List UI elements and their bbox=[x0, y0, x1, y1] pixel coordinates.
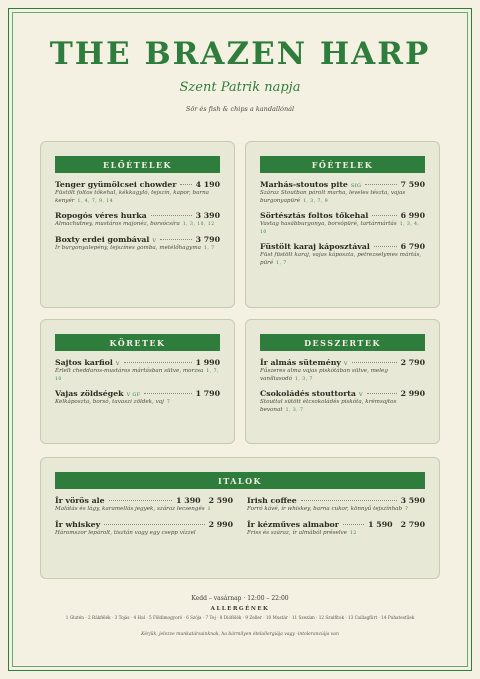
item-name: Füstölt karaj káposztával bbox=[260, 242, 370, 252]
section-title: ELŐÉTELEK bbox=[55, 156, 220, 173]
menu-item bbox=[55, 496, 233, 514]
item-description: Stouttal sütött étcsokoládés piskóta, krémsajtos bevonat bbox=[260, 399, 397, 413]
item-name: Ír vörös ale bbox=[55, 496, 105, 505]
item-name: Tenger gyümölcsei chowder bbox=[55, 180, 177, 189]
item-description: Kelkáposzta, borsó, tavaszi zöldek, vaj bbox=[55, 399, 164, 406]
section-drinks bbox=[40, 457, 440, 579]
menu-tagline: Sör és fish & chips a kandallónál bbox=[185, 105, 295, 113]
item-name: Sajtos karfiol bbox=[55, 358, 113, 367]
section-title: ITALOK bbox=[55, 472, 425, 489]
item-allergens: 12 bbox=[350, 530, 357, 536]
item-name: Ír kézműves almabor bbox=[247, 519, 339, 529]
item-description: Friss és száraz, ír almából préselve bbox=[247, 529, 348, 536]
item-name: Ropogós véres hurka bbox=[55, 211, 147, 221]
dietary-tag: V bbox=[115, 361, 120, 367]
allergen-heading: ALLERGÉNEK bbox=[210, 606, 270, 612]
allergy-notice: Kérjük, jelezze munkatársainknak, ha bármilyen ételallergiája vagy -intoleranciája van bbox=[141, 632, 339, 637]
item-description: Vastag hasábburgonya, borsópüré, tartármártás bbox=[260, 221, 397, 228]
item-description: Füstölt foltos tőkehal, kékkagyló, tejszín, kapor, barna kenyér bbox=[55, 190, 210, 204]
menu-item bbox=[55, 389, 220, 407]
menu-subtitle: Szent Patrik napja bbox=[179, 80, 301, 95]
item-allergens: 1, 7 bbox=[203, 245, 215, 251]
dietary-tag: V bbox=[358, 392, 363, 399]
section-desserts bbox=[245, 319, 440, 444]
item-price: 1 790 bbox=[195, 389, 220, 399]
menu-item bbox=[55, 520, 233, 538]
item-description: Érlelt cheddaros-mustáros mártásban sütve, morzsa bbox=[55, 368, 204, 374]
item-description: Száraz Stoutban párolt marha, leveles tészta, vajas burgonyapüré bbox=[260, 190, 406, 204]
item-price: 1 990 bbox=[195, 358, 220, 367]
item-allergens: 1, 3, 10, 12 bbox=[182, 222, 215, 228]
item-price-small: 1 590 bbox=[368, 519, 393, 529]
item-name: Sörtésztás foltos tőkehal bbox=[260, 211, 369, 221]
item-allergens: 1, 7, 10 bbox=[55, 369, 219, 382]
item-name: Marhás-stoutos pite bbox=[260, 180, 348, 189]
item-allergens: 7 bbox=[405, 507, 409, 512]
menu-item bbox=[55, 235, 220, 253]
item-price: 3 790 bbox=[195, 234, 220, 244]
item-price: 2 990 bbox=[400, 389, 425, 399]
item-allergens: 1, 3, 7 bbox=[295, 376, 313, 382]
item-description: Háromszor lepárolt, tisztán vagy egy csepp vízzel bbox=[55, 529, 196, 536]
item-price: 3 390 bbox=[195, 211, 220, 221]
item-name: Ír whiskey bbox=[55, 519, 101, 529]
item-allergens: 1, 4, 7, 9, 14 bbox=[77, 198, 114, 204]
item-allergens: 1, 3, 7 bbox=[285, 407, 304, 413]
dietary-tag: SIG bbox=[350, 183, 362, 189]
drinks-column-left bbox=[55, 496, 233, 543]
dietary-tag: V bbox=[152, 237, 157, 244]
item-allergens: 1 bbox=[207, 507, 212, 512]
menu-item bbox=[55, 180, 220, 205]
section-starters bbox=[40, 141, 235, 308]
restaurant-title: THE BRAZEN HARP bbox=[49, 36, 431, 72]
item-description: Fűszeres alma vajas piskótában sütve, meleg vaníliasodó bbox=[260, 368, 388, 382]
item-description: Forró kávé, ír whiskey, barna cukor, könnyű tejszínhab bbox=[247, 506, 403, 512]
drinks-column-right bbox=[247, 496, 425, 543]
section-sides bbox=[40, 319, 235, 444]
menu-item bbox=[260, 389, 425, 414]
dietary-tag: V bbox=[343, 361, 348, 367]
menu-item bbox=[55, 358, 220, 383]
menu-item bbox=[247, 496, 425, 514]
section-mains bbox=[245, 141, 440, 308]
item-allergens: 1, 7 bbox=[276, 260, 287, 266]
menu-item bbox=[260, 358, 425, 383]
section-title: FŐÉTELEK bbox=[260, 156, 425, 173]
item-allergens: 1, 3, 4, 10 bbox=[260, 222, 420, 235]
item-allergens: 1, 3, 7, 9 bbox=[303, 198, 329, 204]
item-price: 7 590 bbox=[400, 180, 425, 189]
item-price: 6 990 bbox=[400, 211, 425, 221]
item-allergens: 7 bbox=[166, 400, 171, 406]
item-description: Ír burgonyalepény, tejszínes gomba, metélőhagyma bbox=[55, 244, 201, 251]
dietary-tag: V GF bbox=[126, 392, 141, 399]
item-price-large: 2 590 bbox=[208, 496, 233, 505]
item-name: Boxty erdei gombával bbox=[55, 234, 150, 244]
section-title: DESSZERTEK bbox=[260, 334, 425, 351]
allergen-list: 1 Glutén · 2 Rákfélék · 3 Tojás · 4 Hal · 5 Földimogyoró · 6 Szója · 7 Tej · 8 Diófélék · 9 Zeller · 10 Mustár · 11 Szezám · 12 Szulfitok · 13 Csillagfürt · 14 Puhatestűek bbox=[65, 615, 415, 620]
opening-hours: Kedd – vasárnap · 12:00 – 22:00 bbox=[191, 595, 289, 602]
item-description: Malátás és lágy, karamellás jegyek, száraz lecsengés bbox=[55, 506, 205, 512]
item-price-small: 1 390 bbox=[176, 496, 201, 505]
item-description: Almachutney, mustáros majonéz, borsócsíra bbox=[55, 221, 180, 228]
item-price-large: 2 790 bbox=[400, 519, 425, 529]
item-name: Vajas zöldségek bbox=[55, 389, 124, 399]
menu-item bbox=[260, 242, 425, 267]
item-price: 3 590 bbox=[400, 496, 425, 505]
item-price: 2 790 bbox=[400, 358, 425, 367]
item-price: 4 190 bbox=[195, 180, 220, 189]
item-price: 6 790 bbox=[400, 242, 425, 252]
item-name: Irish coffee bbox=[247, 496, 297, 505]
item-name: Csokoládés stouttorta bbox=[260, 389, 356, 399]
menu-item bbox=[247, 520, 425, 538]
item-description: Füst füstölt karaj, vajas káposzta, petrezselymes mártás, püré bbox=[260, 252, 422, 266]
section-title: KÖRETEK bbox=[55, 334, 220, 351]
item-price: 2 990 bbox=[208, 519, 233, 529]
item-name: Ír almás sütemény bbox=[260, 358, 341, 367]
menu-item bbox=[260, 211, 425, 236]
menu-item bbox=[260, 180, 425, 205]
menu-item bbox=[55, 211, 220, 229]
